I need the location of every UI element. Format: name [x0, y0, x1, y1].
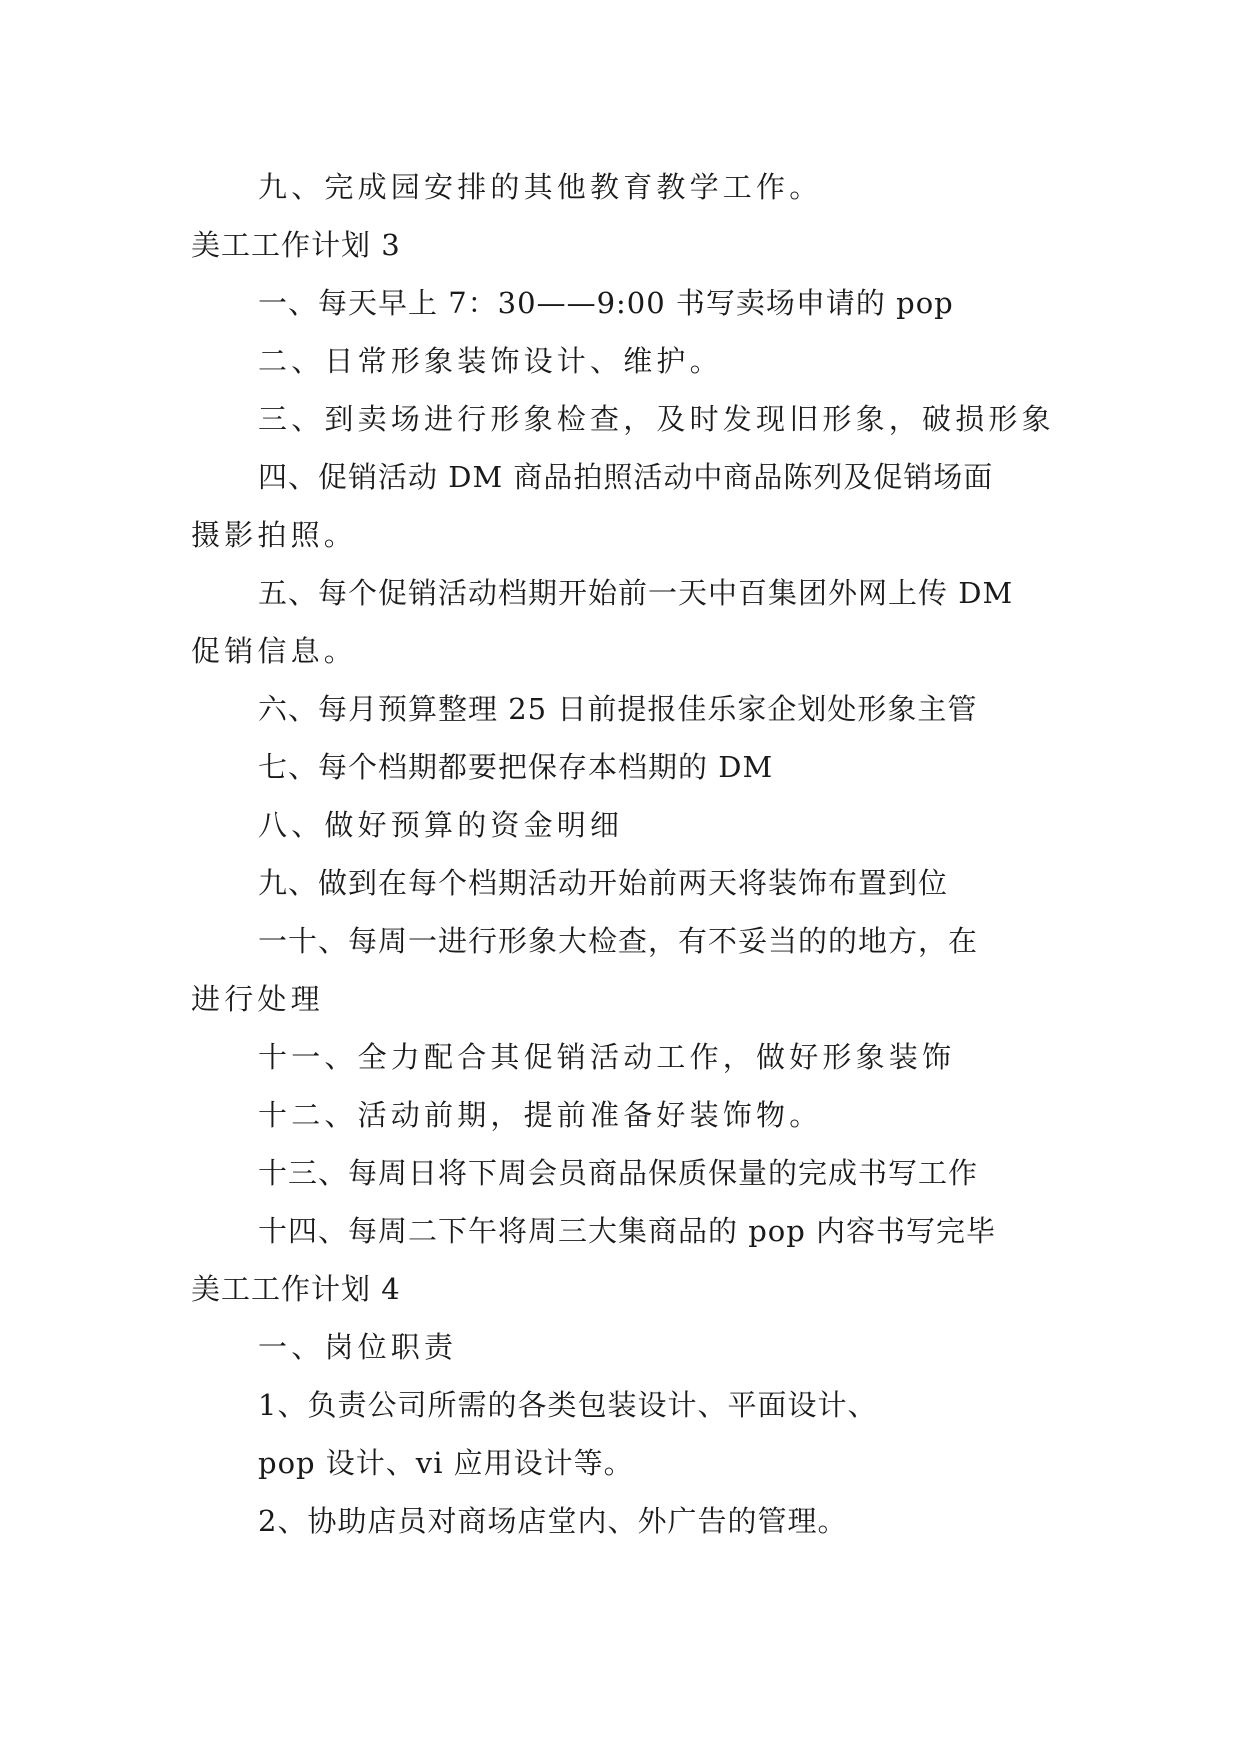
paragraph-line: 十一、全力配合其促销活动工作，做好形象装饰 — [258, 1040, 956, 1074]
paragraph-line: 三、到卖场进行形象检查，及时发现旧形象，破损形象 — [258, 402, 1055, 436]
paragraph-line: 十三、每周日将下周会员商品保质保量的完成书写工作 — [258, 1156, 979, 1190]
paragraph-line: 进行处理 — [191, 982, 324, 1016]
paragraph-line: 十二、活动前期，提前准备好装饰物。 — [258, 1098, 823, 1132]
paragraph-line: 一、每天早上 7：30——9:00 书写卖场申请的 pop — [258, 286, 954, 320]
paragraph-line: 五、每个促销活动档期开始前一天中百集团外网上传 DM — [258, 576, 1014, 610]
paragraph-line: 一、岗位职责 — [258, 1330, 458, 1364]
paragraph-line: 六、每月预算整理 25 日前提报佳乐家企划处形象主管 — [258, 692, 978, 726]
paragraph-line: 1、负责公司所需的各类包装设计、平面设计、 — [258, 1388, 878, 1422]
paragraph-line: 八、做好预算的资金明细 — [258, 808, 624, 842]
paragraph-line: 九、做到在每个档期活动开始前两天将装饰布置到位 — [258, 866, 949, 900]
paragraph-line: 2、协助店员对商场店堂内、外广告的管理。 — [258, 1504, 848, 1538]
paragraph-line: 九、完成园安排的其他教育教学工作。 — [258, 170, 823, 204]
section-heading: 美工工作计划 3 — [191, 228, 401, 262]
paragraph-line: 四、促销活动 DM 商品拍照活动中商品陈列及促销场面 — [258, 460, 994, 494]
paragraph-line: 七、每个档期都要把保存本档期的 DM — [258, 750, 774, 784]
paragraph-line: 促销信息。 — [191, 634, 358, 668]
paragraph-line: 一十、每周一进行形象大检查，有不妥当的的地方，在 — [258, 924, 979, 958]
paragraph-line: pop 设计、vi 应用设计等。 — [258, 1446, 634, 1480]
section-heading: 美工工作计划 4 — [191, 1272, 401, 1306]
paragraph-line: 二、日常形象装饰设计、维护。 — [258, 344, 723, 378]
paragraph-line: 摄影拍照。 — [191, 518, 358, 552]
paragraph-line: 十四、每周二下午将周三大集商品的 pop 内容书写完毕 — [258, 1214, 997, 1248]
